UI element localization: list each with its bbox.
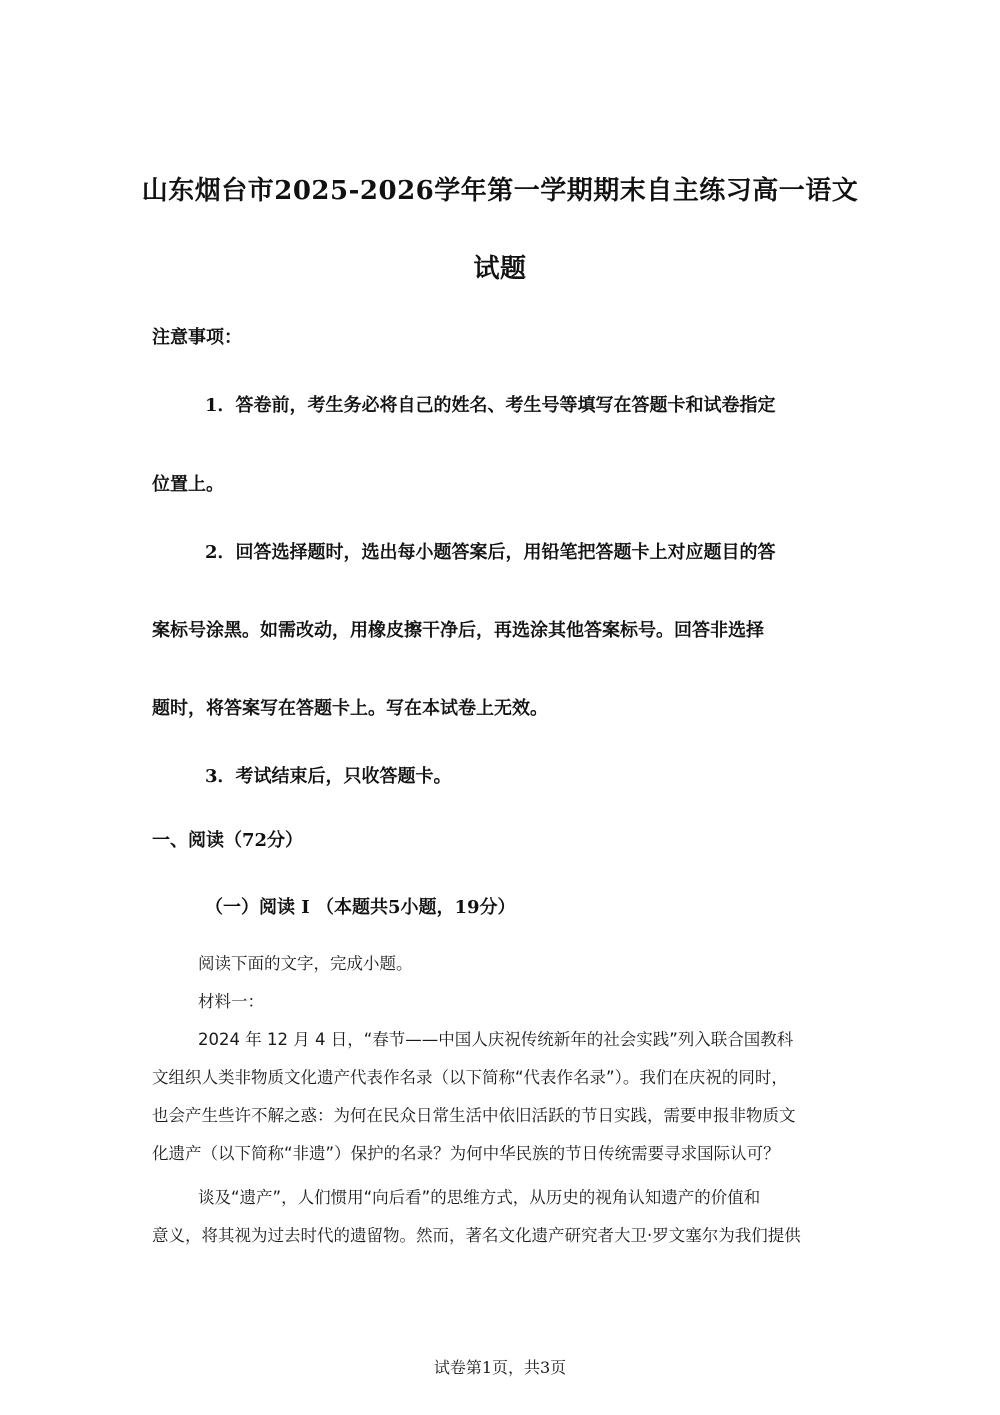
notice-rule-2-line2: 案标号涂黑。如需改动，用橡皮擦干净后，再选涂其他答案标号。回答非选择 <box>152 620 764 641</box>
paragraph-line: 也会产生些许不解之惑：为何在民众日常生活中依旧活跃的节日实践，需要申报非物质文 <box>152 1106 796 1125</box>
section-heading: 一、阅读（72分） <box>152 830 304 851</box>
subsection-heading: （一）阅读 I （本题共5小题，19分） <box>205 897 516 918</box>
page-footer: 试卷第1页，共3页 <box>433 1358 567 1377</box>
paragraph-line: 文组织人类非物质文化遗产代表作名录（以下简称“代表作名录”）。我们在庆祝的同时， <box>152 1068 788 1087</box>
instruction-text: 阅读下面的文字，完成小题。 <box>198 954 413 973</box>
paragraph-line: 化遗产（以下简称“非遗”）保护的名录？为何中华民族的节日传统需要寻求国际认可？ <box>152 1144 780 1163</box>
notice-rule-3: 3．考试结束后，只收答题卡。 <box>205 766 452 787</box>
exam-title-line1: 山东烟台市2025-2026学年第一学期期末自主练习高一语文 <box>141 176 859 206</box>
exam-title-line2: 试题 <box>473 254 527 284</box>
paragraph-line: 意义，将其视为过去时代的遗留物。然而，著名文化遗产研究者大卫·罗文塞尔为我们提供 <box>152 1226 801 1245</box>
notice-rule-2-line3: 题时，将答案写在答题卡上。写在本试卷上无效。 <box>152 698 548 719</box>
notice-heading: 注意事项： <box>152 327 242 348</box>
paragraph-line: 2024 年 12 月 4 日，“春节——中国人庆祝传统新年的社会实践”列入联合国教科 <box>198 1030 794 1049</box>
notice-rule-2-line1: 2．回答选择题时，选出每小题答案后，用铅笔把答题卡上对应题目的答 <box>205 542 776 563</box>
notice-rule-1-line1: 1．答卷前，考生务必将自己的姓名、考生号等填写在答题卡和试卷指定 <box>205 395 776 416</box>
material-label: 材料一： <box>198 992 264 1011</box>
paragraph-line: 谈及“遗产”，人们惯用“向后看”的思维方式，从历史的视角认知遗产的价值和 <box>198 1188 761 1207</box>
notice-rule-1-line2: 位置上。 <box>152 474 224 495</box>
